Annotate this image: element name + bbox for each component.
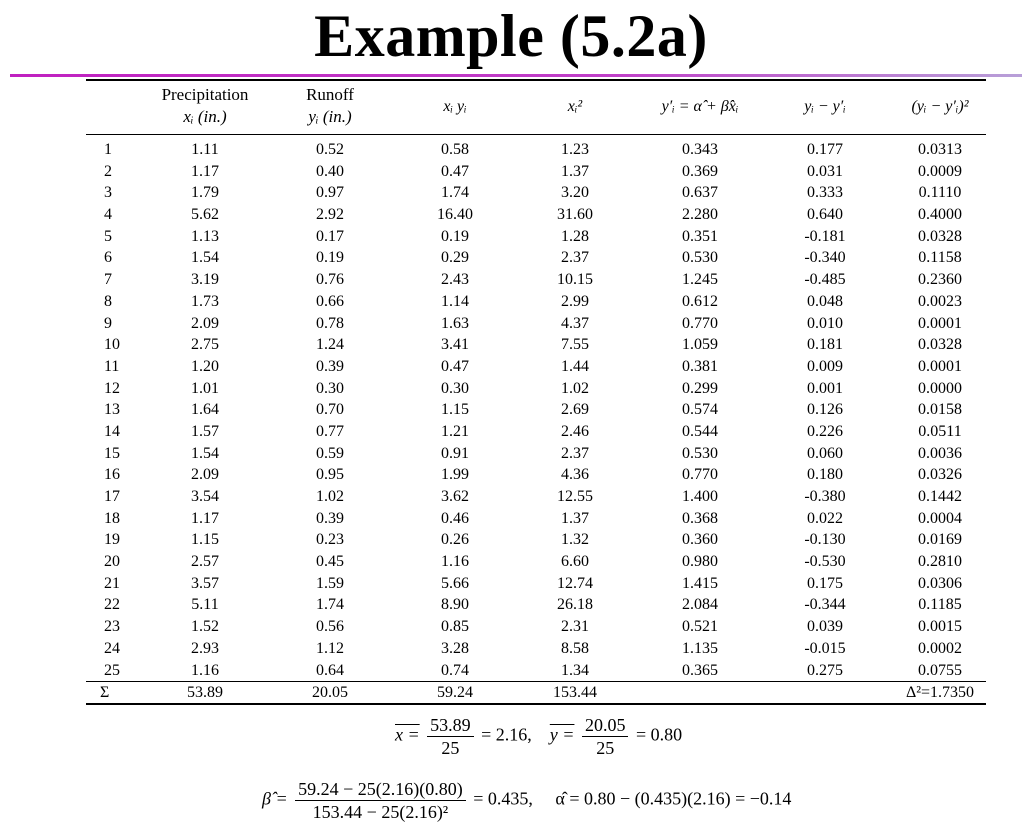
table-cell: 0.4000 [918,206,962,224]
table-cell: 2.93 [191,639,219,657]
table-cell: 4.37 [561,314,589,332]
header-precipitation-label: Precipitation [161,85,249,104]
table-cell: 0.77 [316,422,344,440]
table-cell: 0.19 [316,249,344,267]
header-precipitation [140,84,270,132]
table-cell: 24 [104,639,120,657]
table-cell: 1.415 [682,574,718,592]
ybar-lhs: y = [549,724,575,745]
coefficient-equations [262,778,791,823]
table-cell: 1.99 [441,466,469,484]
table-cell: 0.181 [807,336,843,354]
table-cell: 1.17 [191,162,219,180]
table-cell: 0.26 [441,531,469,549]
table-cell: 0.0015 [918,618,962,636]
table-cell: 0.40 [316,162,344,180]
column-runoff [280,139,380,681]
table-cell: 15 [104,444,120,462]
table-cell: 3.57 [191,574,219,592]
xbar-numerator: 53.89 [427,714,474,737]
table-cell: 6 [104,249,112,267]
table-cell: 0.180 [807,466,843,484]
header-runoff-unit: yᵢ (in.) [308,107,352,126]
table-cell: 9 [104,314,112,332]
header-runoff [280,84,380,132]
table-cell: 0.001 [807,379,843,397]
table-cell: 1.24 [316,336,344,354]
table-cell: 0.343 [682,141,718,158]
table-cell: 0.30 [441,379,469,397]
table-cell: 4 [104,206,112,224]
table-cell: 1.14 [441,292,469,310]
table-cell: 1.400 [682,488,718,505]
alpha-equation: α̂ = 0.80 − (0.435)(2.16) = −0.14 [555,788,792,809]
table-cell: 1.16 [191,661,219,679]
table-cell: 0.010 [807,314,843,332]
table-cell: 1.57 [191,422,219,440]
table-cell: 0.126 [807,401,843,419]
table-cell: 17 [104,488,120,505]
table-cell: 0.2360 [918,271,962,289]
table-cell: 1.59 [316,574,344,592]
table-cell: 12.74 [557,574,593,592]
table-cell: 1 [104,141,112,158]
table-cell: 1.54 [191,249,219,267]
table-cell: 0.637 [682,184,718,202]
table-cell: 18 [104,509,120,527]
table-cell: 2.37 [561,249,589,267]
table-cell: 0.1442 [918,488,962,505]
header-xy: xᵢ yᵢ [443,98,467,115]
table-cell: 1.54 [191,444,219,462]
table-cell: 0.58 [441,141,469,158]
table-cell: 0.369 [682,162,718,180]
table-cell: 0.78 [316,314,344,332]
column-xy [405,139,505,681]
table-cell: -0.340 [804,249,846,267]
table-cell: 16.40 [437,206,473,224]
table-cell: -0.181 [804,227,846,245]
column-predicted-y [650,139,750,681]
table-cell: -0.530 [804,553,846,571]
sum-precipitation: 53.89 [187,684,223,701]
table-cell: -0.485 [804,271,846,289]
table-cell: 0.95 [316,466,344,484]
ybar-fraction [582,714,629,759]
table-cell: 0.1185 [918,596,962,614]
column-precipitation [155,139,255,681]
table-cell: 1.21 [441,422,469,440]
table-cell: 0.368 [682,509,718,527]
table-cell: 0.0009 [918,162,962,180]
table-cell: 0.39 [316,357,344,375]
table-cell: 1.64 [191,401,219,419]
column-residual [775,139,875,681]
title-divider [10,74,1022,77]
table-cell: 20 [104,553,120,571]
column-index [104,139,134,681]
table-cell: 1.13 [191,227,219,245]
table-cell: 0.0000 [918,379,962,397]
table-cell: 0.009 [807,357,843,375]
column-x2 [525,139,625,681]
table-cell: 2.92 [316,206,344,224]
table-cell: 3.54 [191,488,219,505]
table-cell: 0.1110 [918,184,962,202]
table-cell: 0.530 [682,444,718,462]
table-cell: 0.0313 [918,141,962,158]
table-cell: 0.45 [316,553,344,571]
table-cell: 12 [104,379,120,397]
table-cell: 3.62 [441,488,469,505]
table-cell: 0.0328 [918,227,962,245]
table-cell: 5 [104,227,112,245]
table-cell: 0.23 [316,531,344,549]
table-cell: 2.43 [441,271,469,289]
table-cell: 0.521 [682,618,718,636]
table-cell: 11 [104,357,120,375]
table-cell: 0.0004 [918,509,962,527]
header-precipitation-unit: xᵢ (in.) [183,107,227,126]
table-cell: 0.351 [682,227,718,245]
ybar-numerator: 20.05 [582,714,629,737]
ybar-rhs: = 0.80 [635,724,683,745]
sum-xy: 59.24 [437,684,473,701]
table-cell: 0.381 [682,357,718,375]
table-cell: 3.19 [191,271,219,289]
table-cell: 0.640 [807,206,843,224]
page-title: Example (5.2a) [314,3,708,69]
table-cell: 0.0169 [918,531,962,549]
table-cell: 0.574 [682,401,718,419]
beta-lhs: β̂ = [262,788,288,809]
table-cell: 23 [104,618,120,636]
table-cell: 0.048 [807,292,843,310]
xbar-lhs: x = [395,724,420,745]
table-cell: 21 [104,574,120,592]
table-cell: 0.64 [316,661,344,679]
sum-runoff: 20.05 [312,684,348,701]
table-cell: 0.0001 [918,314,962,332]
table-cell: 0.70 [316,401,344,419]
table-cell: 0.47 [441,162,469,180]
table-cell: 6.60 [561,553,589,571]
table-cell: 25 [104,661,120,679]
table-bottom-rule [86,703,986,705]
table-cell: 0.91 [441,444,469,462]
table-cell: 0.299 [682,379,718,397]
table-cell: 1.37 [561,162,589,180]
table-cell: 0.031 [807,162,843,180]
table-cell: 8.90 [441,596,469,614]
header-residual: yᵢ − y′ᵢ [804,98,846,115]
table-cell: 0.060 [807,444,843,462]
table-cell: 0.360 [682,531,718,549]
beta-denominator: 153.44 − 25(2.16)² [312,802,449,822]
table-cell: 0.365 [682,661,718,679]
table-cell: 0.0326 [918,466,962,484]
table-cell: 0.76 [316,271,344,289]
table-cell: 7.55 [561,336,589,354]
table-cell: 0.0755 [918,661,962,679]
table-cell: 26.18 [557,596,593,614]
table-cell: 0.530 [682,249,718,267]
table-cell: -0.344 [804,596,846,614]
table-cell: 0.59 [316,444,344,462]
table-cell: 2.99 [561,292,589,310]
table-cell: 1.059 [682,336,718,354]
table-cell: -0.015 [804,639,846,657]
table-cell: 3 [104,184,112,202]
table-cell: 0.97 [316,184,344,202]
table-cell: 1.11 [191,141,219,158]
mean-equations [395,714,682,759]
table-cell: 1.74 [441,184,469,202]
table-cell: 10.15 [557,271,593,289]
table-cell: 1.15 [191,531,219,549]
table-cell: 1.02 [561,379,589,397]
table-cell: 2.09 [191,466,219,484]
table-cell: 8.58 [561,639,589,657]
table-cell: 0.770 [682,314,718,332]
xbar-denominator: 25 [441,738,460,758]
table-header-rule [86,134,986,135]
table-cell: 1.02 [316,488,344,505]
header-x2: xᵢ² [567,98,583,115]
table-cell: 1.79 [191,184,219,202]
table-cell: 1.63 [441,314,469,332]
table-cell: 1.52 [191,618,219,636]
table-cell: 2 [104,162,112,180]
table-cell: 1.01 [191,379,219,397]
table-cell: 1.245 [682,271,718,289]
table-cell: 1.32 [561,531,589,549]
beta-rhs: = 0.435, [473,788,533,809]
table-cell: 0.0001 [918,357,962,375]
table-cell: 0.275 [807,661,843,679]
table-cell: 1.12 [316,639,344,657]
table-cell: 7 [104,271,112,289]
table-cell: 0.612 [682,292,718,310]
table-cell: 8 [104,292,112,310]
table-cell: 0.85 [441,618,469,636]
beta-numerator: 59.24 − 25(2.16)(0.80) [295,778,466,801]
table-cell: 1.16 [441,553,469,571]
table-cell: 0.544 [682,422,718,440]
column-residual-squared [890,139,990,681]
table-cell: 31.60 [557,206,593,224]
table-cell: 0.770 [682,466,718,484]
table-cell: 0.0328 [918,336,962,354]
table-cell: 1.23 [561,141,589,158]
table-cell: 16 [104,466,120,484]
table-cell: 10 [104,336,120,354]
table-cell: -0.130 [804,531,846,549]
table-cell: 0.19 [441,227,469,245]
table-cell: 3.28 [441,639,469,657]
table-cell: 2.69 [561,401,589,419]
sum-x2: 153.44 [553,684,597,701]
table-cell: 0.56 [316,618,344,636]
table-cell: 0.0002 [918,639,962,657]
table-cell: -0.380 [804,488,846,505]
table-cell: 5.11 [191,596,219,614]
header-runoff-label: Runoff [306,85,354,104]
table-cell: 3.41 [441,336,469,354]
table-cell: 1.34 [561,661,589,679]
ybar-denominator: 25 [596,738,615,758]
table-cell: 0.0306 [918,574,962,592]
table-cell: 3.20 [561,184,589,202]
sum-delta-squared: Δ²=1.7350 [905,684,975,701]
table-cell: 1.20 [191,357,219,375]
table-cell: 1.28 [561,227,589,245]
table-cell: 5.66 [441,574,469,592]
table-cell: 0.022 [807,509,843,527]
table-cell: 0.0036 [918,444,962,462]
table-cell: 0.47 [441,357,469,375]
beta-fraction [295,778,466,823]
table-cell: 0.39 [316,509,344,527]
table-cell: 0.30 [316,379,344,397]
table-cell: 1.135 [682,639,718,657]
xbar-fraction [427,714,474,759]
xbar-rhs: = 2.16, [481,724,532,745]
table-cell: 1.44 [561,357,589,375]
table-top-rule [86,79,986,81]
table-cell: 1.74 [316,596,344,614]
table-cell: 2.31 [561,618,589,636]
table-cell: 12.55 [557,488,593,505]
table-cell: 5.62 [191,206,219,224]
table-cell: 2.75 [191,336,219,354]
table-cell: 1.73 [191,292,219,310]
table-cell: 2.46 [561,422,589,440]
table-cell: 13 [104,401,120,419]
table-cell: 0.17 [316,227,344,245]
table-cell: 0.66 [316,292,344,310]
table-cell: 14 [104,422,120,440]
table-cell: 1.17 [191,509,219,527]
table-cell: 0.333 [807,184,843,202]
header-predicted-y: y′ᵢ = α̂ + β̂xᵢ [661,98,739,115]
table-cell: 19 [104,531,120,549]
table-cell: 0.980 [682,553,718,571]
table-cell: 2.280 [682,206,718,224]
sum-symbol: Σ [100,684,110,701]
table-cell: 2.37 [561,444,589,462]
table-cell: 0.177 [807,141,843,158]
table-cell: 0.1158 [918,249,962,267]
table-cell: 0.0158 [918,401,962,419]
table-cell: 0.0023 [918,292,962,310]
table-cell: 0.039 [807,618,843,636]
header-residual-squared: (yᵢ − y′ᵢ)² [911,98,969,115]
table-cell: 22 [104,596,120,614]
table-cell: 2.09 [191,314,219,332]
table-cell: 0.0511 [918,422,962,440]
table-cell: 2.57 [191,553,219,571]
table-cell: 0.175 [807,574,843,592]
table-cell: 4.36 [561,466,589,484]
table-cell: 2.084 [682,596,718,614]
table-cell: 0.29 [441,249,469,267]
table-cell: 1.15 [441,401,469,419]
table-cell: 1.37 [561,509,589,527]
table-cell: 0.2810 [918,553,962,571]
table-cell: 0.52 [316,141,344,158]
table-cell: 0.226 [807,422,843,440]
table-cell: 0.74 [441,661,469,679]
table-cell: 0.46 [441,509,469,527]
